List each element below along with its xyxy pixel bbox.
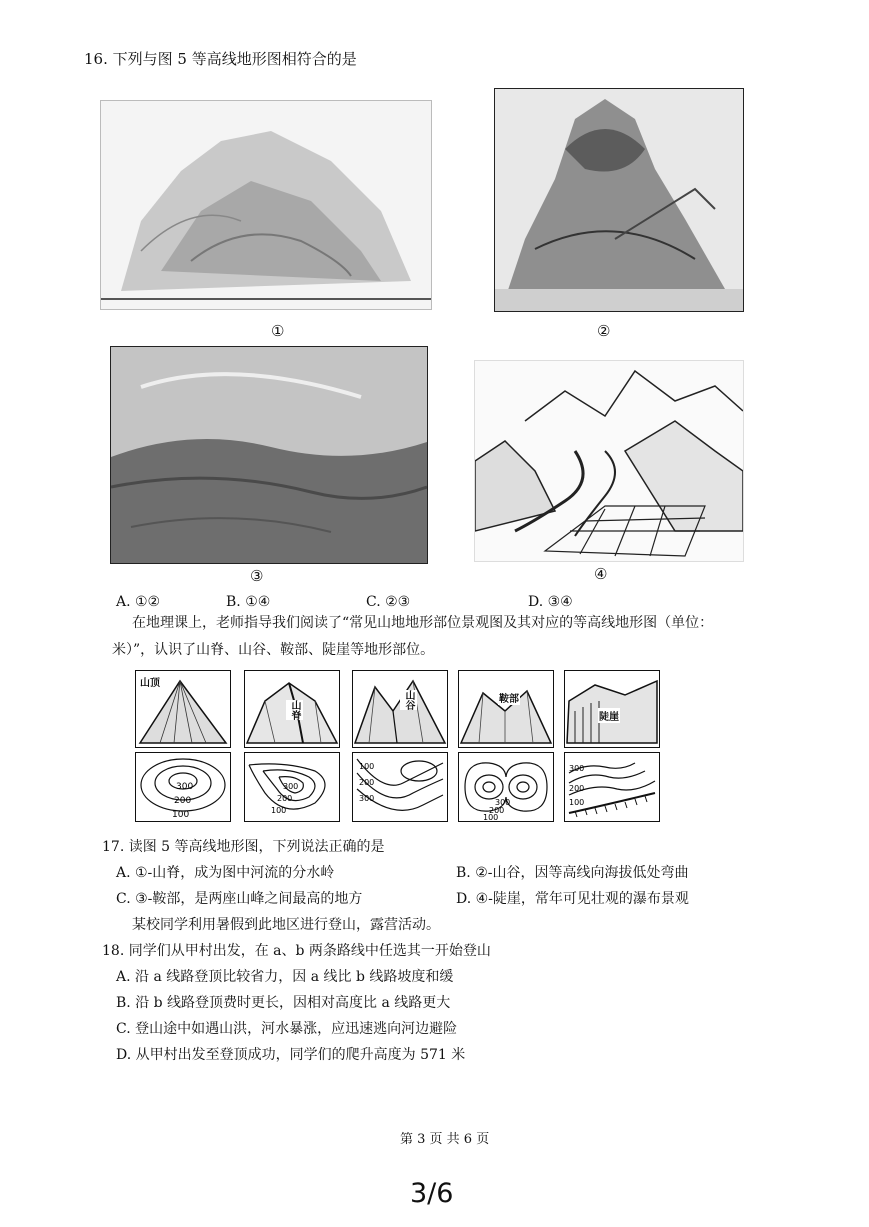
contour-map-valley — [352, 752, 448, 822]
q17-option-d[interactable]: D. ④-陡崖，常年可见壮观的瀑布景观 — [456, 891, 689, 907]
q16-option-c[interactable]: C. ②③ — [366, 594, 411, 610]
photo-1 — [100, 100, 432, 310]
contour-valley-label-300: 300 — [359, 794, 375, 803]
photo-1-label: ① — [271, 322, 285, 340]
q18-option-a[interactable]: A. 沿 a 线路登顶比较省力，因 a 线比 b 线路坡度和缓 — [116, 969, 454, 985]
contour-cliff-label-200: 200 — [569, 784, 585, 793]
contour-ridge-label-200: 200 — [277, 794, 293, 803]
context-text: 某校同学利用暑假到此地区进行登山，露营活动。 — [132, 917, 440, 933]
q17-option-c[interactable]: C. ③-鞍部，是两座山峰之间最高的地方 — [116, 891, 363, 907]
photo-2-label: ② — [597, 322, 611, 340]
terrain-label-saddle: 鞍部 — [498, 690, 520, 705]
intro-paragraph: 在地理课上，老师指导我们阅读了“常见山地地形部位景观图及其对应的等高线地形图（单位：米）”，认识了山脊、山谷、鞍部、陡崖等地形部位。 — [112, 615, 714, 658]
contour-map-cliff — [564, 752, 660, 822]
photo-4-label: ④ — [594, 565, 608, 583]
ridge-contour-graphic — [245, 753, 339, 821]
photo-4-graphic — [475, 361, 743, 561]
photo-1-graphic — [101, 101, 431, 309]
contour-cliff-label-100: 100 — [569, 798, 585, 807]
question-17-title: 17. 读图 5 等高线地形图，下列说法正确的是 — [102, 839, 385, 855]
photo-3-label: ③ — [250, 567, 264, 585]
saddle-sketch-graphic — [459, 671, 553, 747]
photo-4 — [474, 360, 744, 562]
page-count: 3/6 — [410, 1178, 454, 1209]
q18-option-d[interactable]: D. 从甲村出发至登顶成功，同学们的爬升高度为 571 米 — [116, 1047, 466, 1063]
photo-2 — [494, 88, 744, 312]
photo-2-graphic — [495, 89, 743, 311]
summit-contour-graphic — [136, 753, 230, 821]
contour-map-saddle — [458, 752, 554, 822]
q18-option-c[interactable]: C. 登山途中如遇山洪，河水暴涨，应迅速逃向河边避险 — [116, 1021, 458, 1037]
contour-summit-label-300: 300 — [176, 782, 194, 792]
contour-map-ridge — [244, 752, 340, 822]
saddle-contour-graphic — [459, 753, 553, 821]
question-18-title: 18. 同学们从甲村出发，在 a、b 两条路线中任选其一开始登山 — [102, 943, 491, 959]
contour-saddle-label-100: 100 — [483, 813, 499, 821]
terrain-label-summit: 山顶 — [139, 674, 161, 689]
contour-valley-label-200: 200 — [359, 778, 375, 787]
contour-cliff-label-300: 300 — [569, 764, 585, 773]
q16-option-b[interactable]: B. ①④ — [226, 594, 271, 610]
terrain-label-valley: 山谷 — [400, 690, 417, 710]
contour-saddle-label-300: 300 — [495, 798, 511, 807]
photo-3-graphic — [111, 347, 427, 563]
question-16-title: 16. 下列与图 5 等高线地形图相符合的是 — [84, 50, 357, 68]
q18-option-b[interactable]: B. 沿 b 线路登顶费时更长，因相对高度比 a 线路更大 — [116, 995, 451, 1011]
photo-3 — [110, 346, 428, 564]
contour-ridge-label-100: 100 — [271, 806, 287, 815]
contour-saddle-label-200: 200 — [489, 806, 505, 815]
cliff-contour-graphic — [565, 753, 659, 821]
q16-option-a[interactable]: A. ①② — [116, 594, 161, 610]
contour-summit-label-200: 200 — [174, 796, 192, 806]
terrain-label-ridge: 山脊 — [286, 700, 303, 720]
q17-option-b[interactable]: B. ②-山谷，因等高线向海拔低处弯曲 — [456, 865, 689, 881]
terrain-sketch-saddle — [458, 670, 554, 748]
contour-summit-label-100: 100 — [172, 810, 190, 820]
q16-option-d[interactable]: D. ③④ — [528, 594, 573, 610]
contour-map-summit — [135, 752, 231, 822]
terrain-label-cliff: 陡崖 — [598, 708, 620, 723]
page-footer: 第 3 页 共 6 页 — [400, 1132, 490, 1147]
valley-contour-graphic — [353, 753, 447, 821]
contour-valley-label-100: 100 — [359, 762, 375, 771]
contour-ridge-label-300: 300 — [283, 782, 299, 791]
q17-option-a[interactable]: A. ①-山脊，成为图中河流的分水岭 — [116, 865, 335, 881]
